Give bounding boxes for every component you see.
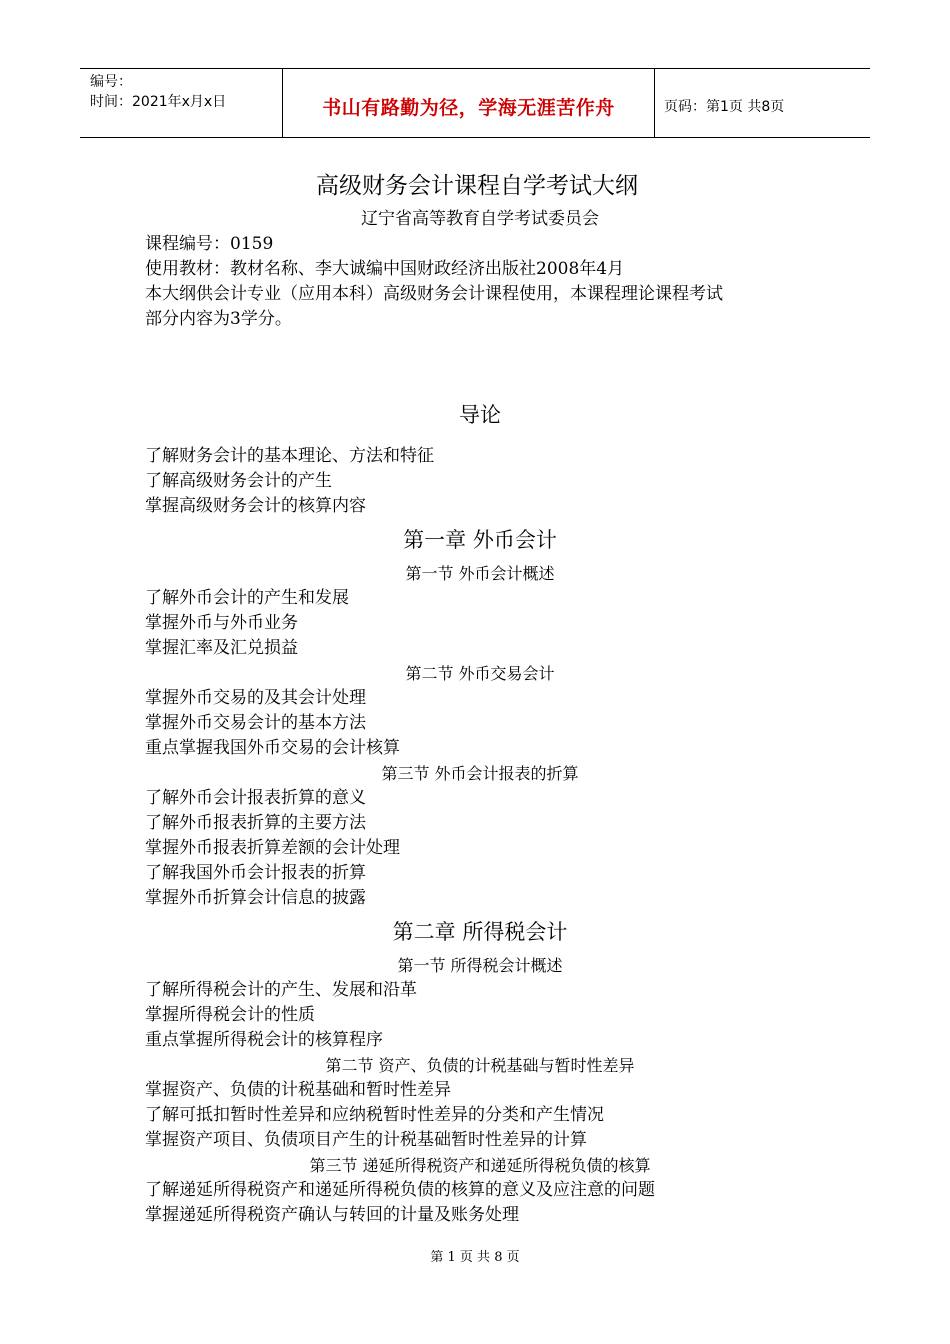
chapter-2-heading: 第二章 所得税会计 bbox=[392, 920, 568, 944]
list-item: 掌握资产、负债的计税基础和暂时性差异 bbox=[145, 1080, 451, 1100]
list-item: 掌握外币报表折算差额的会计处理 bbox=[145, 838, 400, 858]
header-motto-cell bbox=[282, 69, 655, 137]
textbook-info: 使用教材：教材名称、李大诚编中国财政经济出版社2008年4月 bbox=[145, 259, 625, 279]
header-page-cell bbox=[655, 69, 870, 137]
header-left-cell bbox=[80, 69, 282, 137]
list-item: 掌握递延所得税资产确认与转回的计量及账务处理 bbox=[145, 1205, 519, 1225]
list-item: 了解我国外币会计报表的折算 bbox=[145, 863, 366, 883]
list-item: 掌握外币交易的及其会计处理 bbox=[145, 688, 366, 708]
page-footer: 第 1 页 共 8 页 bbox=[430, 1250, 520, 1265]
list-item: 重点掌握所得税会计的核算程序 bbox=[145, 1030, 383, 1050]
document-body bbox=[145, 166, 815, 1228]
description-line-1: 本大纲供会计专业（应用本科）高级财务会计课程使用，本课程理论课程考试 bbox=[145, 284, 723, 304]
list-item: 了解财务会计的基本理论、方法和特征 bbox=[145, 446, 434, 466]
page-header bbox=[80, 68, 870, 138]
chapter-1-heading: 第一章 外币会计 bbox=[403, 528, 557, 552]
ch2-section-3-heading: 第三节 递延所得税资产和递延所得税负债的核算 bbox=[309, 1156, 651, 1175]
list-item: 了解高级财务会计的产生 bbox=[145, 471, 332, 491]
intro-heading: 导论 bbox=[459, 403, 501, 427]
number-label: 编号： bbox=[90, 74, 132, 90]
motto-text: 书山有路勤为径，学海无涯苦作舟 bbox=[322, 96, 615, 119]
ch2-section-2-heading: 第二节 资产、负债的计税基础与暂时性差异 bbox=[325, 1056, 635, 1075]
list-item: 了解外币会计的产生和发展 bbox=[145, 588, 349, 608]
list-item: 掌握汇率及汇兑损益 bbox=[145, 638, 298, 658]
spacer bbox=[145, 332, 815, 386]
list-item: 了解可抵扣暂时性差异和应纳税暂时性差异的分类和产生情况 bbox=[145, 1105, 604, 1125]
ch1-section-2-heading: 第二节 外币交易会计 bbox=[405, 664, 555, 683]
list-item: 掌握资产项目、负债项目产生的计税基础暂时性差异的计算 bbox=[145, 1130, 587, 1150]
list-item: 掌握外币折算会计信息的披露 bbox=[145, 888, 366, 908]
document-subtitle: 辽宁省高等教育自学考试委员会 bbox=[361, 209, 599, 229]
list-item: 重点掌握我国外币交易的会计核算 bbox=[145, 738, 400, 758]
list-item: 了解所得税会计的产生、发展和沿革 bbox=[145, 980, 417, 1000]
page-label: 页码：第1页 共8页 bbox=[664, 99, 785, 115]
list-item: 掌握外币与外币业务 bbox=[145, 613, 298, 633]
list-item: 掌握所得税会计的性质 bbox=[145, 1005, 315, 1025]
time-label: 时间：2021年x月x日 bbox=[90, 94, 227, 110]
ch2-section-1-heading: 第一节 所得税会计概述 bbox=[397, 956, 563, 975]
document-title: 高级财务会计课程自学考试大纲 bbox=[316, 173, 638, 199]
list-item: 了解递延所得税资产和递延所得税负债的核算的意义及应注意的问题 bbox=[145, 1180, 655, 1200]
list-item: 了解外币报表折算的主要方法 bbox=[145, 813, 366, 833]
list-item: 掌握外币交易会计的基本方法 bbox=[145, 713, 366, 733]
list-item: 掌握高级财务会计的核算内容 bbox=[145, 496, 366, 516]
list-item: 了解外币会计报表折算的意义 bbox=[145, 788, 366, 808]
description-line-2: 部分内容为3学分。 bbox=[145, 309, 292, 329]
ch1-section-3-heading: 第三节 外币会计报表的折算 bbox=[381, 764, 579, 783]
course-number: 课程编号：0159 bbox=[145, 234, 274, 254]
ch1-section-1-heading: 第一节 外币会计概述 bbox=[405, 564, 555, 583]
